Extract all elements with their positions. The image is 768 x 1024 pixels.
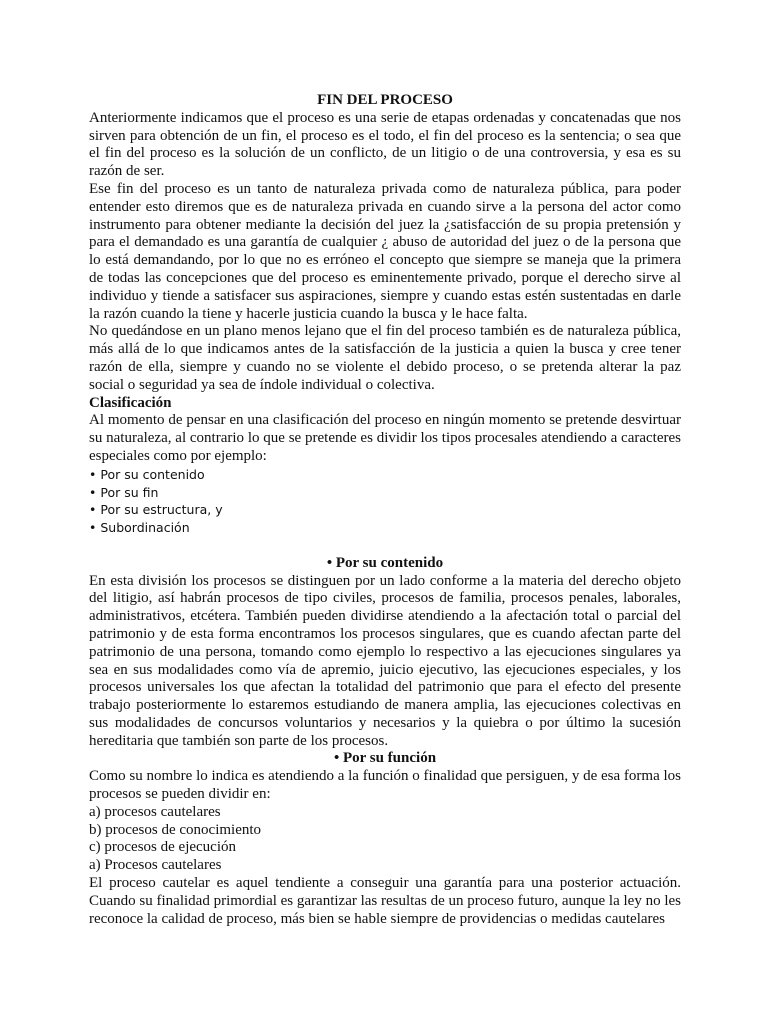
intro-paragraph-2: Ese fin del proceso es un tanto de naturaleza privada como de naturaleza pública, para poder entender esto diremos que es de naturaleza privada en cuando sirve a la persona del actor como instrumento para obtener mediante la decisión del juez la ¿satisfacción de su propia pretensión y para el demandado es una garantía de cualquier ¿ abuso de autoridad del juez o de la persona que lo está demandando, por lo que no es erróneo el concepto que siempre se maneja que la primera de todas las concepciones que del proceso es eminentemente privado, porque el derecho sirve al individuo y tiende a satisfacer sus aspiraciones, siempre y cuando estas estén sustentadas en darle la razón cuando la tiene y hacerle justicia cuando la busca y le hace falta. bbox=[89, 180, 681, 322]
funcion-paragraph: Como su nombre lo indica es atendiendo a la función o finalidad que persiguen, y de esa forma los procesos se pueden dividir en: bbox=[89, 768, 681, 803]
clasificacion-paragraph: Al momento de pensar en una clasificación del proceso en ningún momento se pretende desvirtuar su naturaleza, al contrario lo que se pretende es dividir los tipos procesales atendiendo a caracteres especiales como por ejemplo: bbox=[89, 412, 681, 464]
funcion-heading: • Por su función bbox=[333, 750, 437, 767]
list-item: a) procesos cautelares bbox=[89, 803, 221, 820]
list-item: a) Procesos cautelares bbox=[89, 857, 222, 874]
list-item: • Por su contenido bbox=[89, 466, 205, 482]
contenido-paragraph: En esta división los procesos se distinguen por un lado conforme a la materia del derecho objeto del litigio, así habrán procesos de tipo civiles, procesos de familia, procesos penales, laborales, administrativos, etcétera. También pueden dividirse atendiendo a la afectación total o parcial del patrimonio y de esta forma encontramos los procesos singulares, que es cuando afectan parte del patrimonio de una persona, tomando como ejemplo lo respectivo a las ejecuciones singulares ya sea en sus modalidades como vía de apremio, juicio ejecutivo, las ejecuciones especiales, y los procesos universales los que afectan la totalidad del patrimonio que para el efecto del presente trabajo posteriormente lo estaremos estudiando de manera amplia, las ejecuciones colectivas en sus modalidades de concursos voluntarios y necesarios y la quiebra o por último la sucesión hereditaria que también son parte de los procesos. bbox=[89, 572, 681, 749]
intro-paragraph-1: Anteriormente indicamos que el proceso es una serie de etapas ordenadas y concatenadas que nos sirven para obtención de un fin, el proceso es el todo, el fin del proceso es la sentencia; o sea que el fin del proceso es la solución de un conflicto, de un litigio o de una controversia, y esa es su razón de ser. bbox=[89, 109, 681, 180]
cautelar-paragraph: El proceso cautelar es aquel tendiente a conseguir una garantía para una posterior actuación. Cuando su finalidad primordial es garantizar las resultas de un proceso futuro, aunque la ley no les reconoce la calidad de proceso, más bien se hable siempre de providencias o medidas cautelares bbox=[89, 875, 681, 927]
list-item: b) procesos de conocimiento bbox=[89, 821, 262, 838]
classification-list bbox=[89, 466, 681, 537]
blank-line bbox=[89, 537, 681, 555]
list-item: • Subordinación bbox=[89, 520, 190, 536]
list-item: • Por su fin bbox=[89, 484, 159, 500]
list-item: • Por su estructura, y bbox=[89, 502, 223, 518]
funcion-list bbox=[89, 804, 681, 875]
clasificacion-heading: Clasificación bbox=[89, 394, 172, 411]
document-page bbox=[89, 92, 681, 928]
intro-paragraph-3: No quedándose en un plano menos lejano que el fin del proceso también es de naturaleza pública, más allá de lo que indicamos antes de la satisfacción de la justicia a quien la busca y cree tener razón de ella, siempre y cuando no se violente el debido proceso, o se pretenda alterar la paz social o seguridad ya sea de índole individual o colectiva. bbox=[89, 323, 681, 393]
contenido-heading: • Por su contenido bbox=[326, 554, 444, 571]
document-title: FIN DEL PROCESO bbox=[317, 92, 453, 108]
list-item: c) procesos de ejecución bbox=[89, 839, 237, 856]
